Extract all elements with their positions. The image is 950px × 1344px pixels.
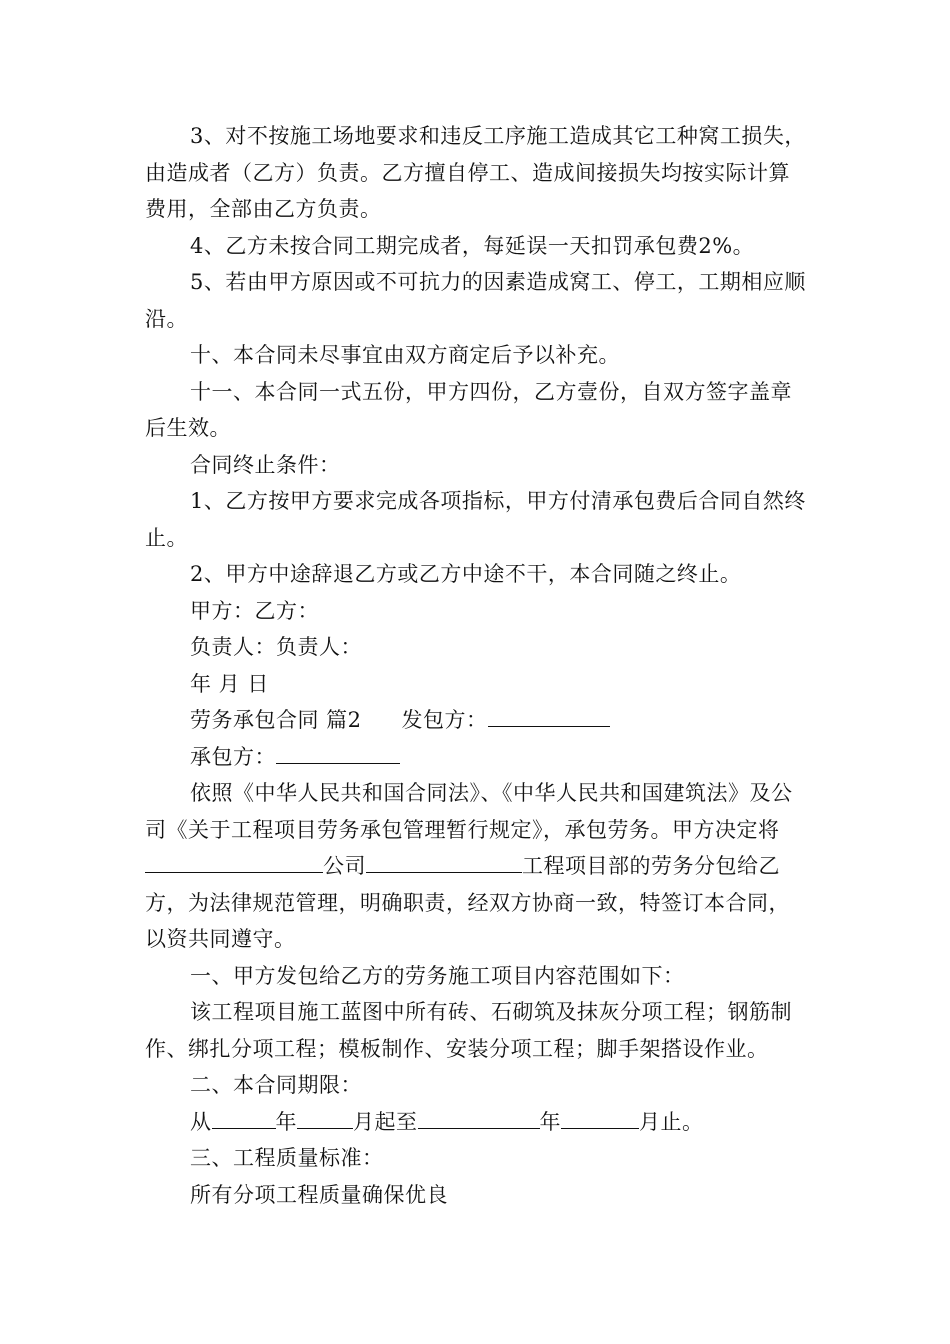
- article-3: 三、工程质量标准：: [190, 1146, 384, 1170]
- to-year-blank: [418, 1104, 540, 1129]
- employer-blank: [488, 702, 610, 727]
- intro-part2: 公司: [323, 854, 366, 878]
- contractor-label: 承包方：: [190, 744, 276, 769]
- period-from: 从: [190, 1109, 212, 1134]
- period-year2: 年: [539, 1109, 561, 1134]
- clause-5: 5、若由甲方原因或不可抗力的因素造成窝工、停工，工期相应顺沿。: [145, 270, 806, 331]
- article-2: 二、本合同期限：: [190, 1073, 362, 1097]
- period-month1: 月起至: [353, 1109, 418, 1134]
- article-1: 一、甲方发包给乙方的劳务施工项目内容范围如下：: [190, 963, 685, 988]
- employer-label: 发包方：: [401, 708, 488, 732]
- termination-heading: 合同终止条件：: [190, 452, 341, 477]
- company-blank: [145, 848, 323, 873]
- period-year1: 年: [275, 1109, 297, 1134]
- termination-2: 2、甲方中途辞退乙方或乙方中途不干，本合同随之终止。: [190, 562, 742, 586]
- article-11: 十一、本合同一式五份，甲方四份，乙方壹份，自双方签字盖章后生效。: [145, 379, 792, 440]
- contractor-blank: [276, 739, 400, 764]
- from-year-blank: [212, 1104, 276, 1129]
- date-line: 年 月 日: [190, 671, 269, 696]
- contract-title: 劳务承包合同 篇2: [190, 708, 362, 732]
- intro-paragraph: [145, 775, 810, 958]
- quality-standard: 所有分项工程质量确保优良: [190, 1182, 448, 1207]
- document-body: [145, 118, 810, 1213]
- from-month-blank: [297, 1104, 353, 1129]
- project-blank: [366, 848, 522, 873]
- intro-part3: 工程项目部的劳务分包给乙方，为法律规范管理，明确职责，经双方协商一致，特签订本合同，以资共同遵守。: [145, 854, 790, 951]
- contractor-line: [145, 739, 810, 776]
- period-line: [145, 1104, 810, 1141]
- clause-3: 3、对不按施工场地要求和违反工序施工造成其它工种窝工损失，由造成者（乙方）负责。乙方擅自停工、造成间接损失均按实际计算费用，全部由乙方负责。: [145, 124, 806, 221]
- clause-4: 4、乙方未按合同工期完成者，每延误一天扣罚承包费2%。: [190, 233, 755, 258]
- termination-1: 1、乙方按甲方要求完成各项指标，甲方付清承包费后合同自然终止。: [145, 489, 806, 550]
- parties-line: 甲方：乙方：: [190, 598, 319, 623]
- intro-part1: 依照《中华人民共和国合同法》、《中华人民共和国建筑法》及公司《关于工程项目劳务承包管理暂行规定》，承包劳务。甲方决定将: [145, 781, 793, 842]
- to-month-blank: [561, 1104, 639, 1129]
- scope-paragraph: 该工程项目施工蓝图中所有砖、石砌筑及抹灰分项工程；钢筋制作、绑扎分项工程；模板制作、安装分项工程；脚手架搭设作业。: [145, 1000, 792, 1061]
- article-10: 十、本合同未尽事宜由双方商定后予以补充。: [190, 343, 620, 367]
- period-month2: 月止。: [639, 1109, 704, 1134]
- responsible-line: 负责人：负责人：: [190, 635, 362, 659]
- contract-heading-line: [145, 702, 810, 739]
